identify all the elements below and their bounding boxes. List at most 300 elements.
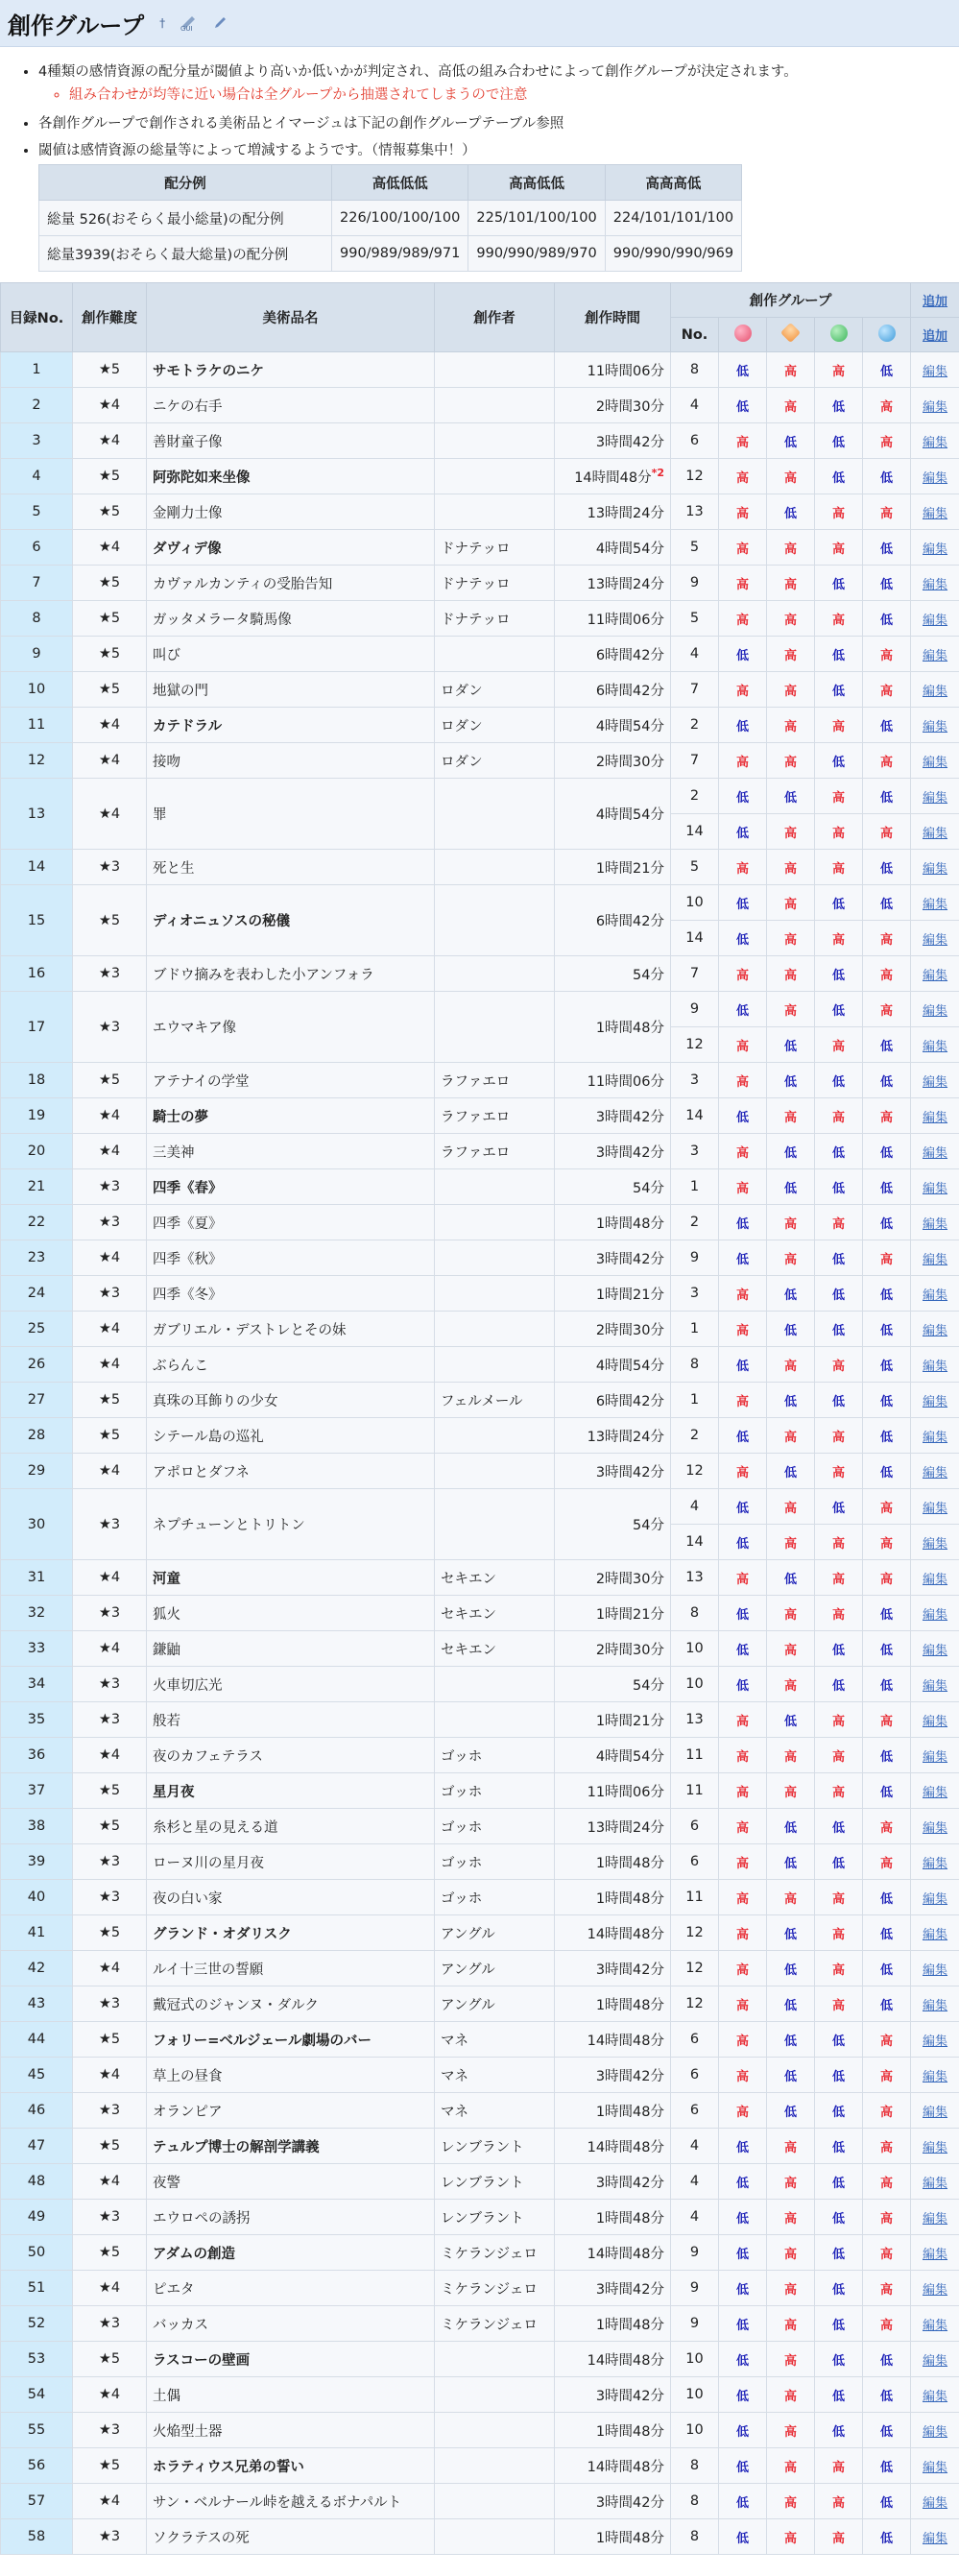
row-time: 4時間54分 bbox=[555, 779, 671, 850]
table-row bbox=[1, 2519, 959, 2555]
edit-link-label[interactable]: 編集 bbox=[923, 1820, 948, 1836]
edit-link-label[interactable]: 編集 bbox=[923, 2069, 948, 2084]
low-value: 低 bbox=[815, 2306, 863, 2342]
edit-link-label[interactable]: 編集 bbox=[923, 861, 948, 877]
row-artist bbox=[435, 459, 555, 494]
edit-link-label[interactable]: 編集 bbox=[923, 2424, 948, 2440]
low-value: 低 bbox=[863, 1454, 911, 1489]
row-name: オランピア bbox=[147, 2093, 435, 2129]
low-value: 低 bbox=[863, 1063, 911, 1098]
edit-link-label[interactable]: 編集 bbox=[923, 542, 948, 557]
edit-link-label[interactable]: 編集 bbox=[923, 2034, 948, 2049]
edit-link[interactable] bbox=[911, 2235, 959, 2271]
edit-link-label[interactable]: 編集 bbox=[923, 1394, 948, 1409]
edit-link[interactable] bbox=[911, 601, 959, 637]
edit-link-label[interactable]: 編集 bbox=[923, 755, 948, 770]
row-difficulty: ★4 bbox=[73, 1738, 147, 1773]
edit-link[interactable] bbox=[911, 1383, 959, 1418]
high-value: 高 bbox=[863, 1489, 911, 1525]
edit-link-label[interactable]: 編集 bbox=[923, 1962, 948, 1978]
row-no: 54 bbox=[1, 2377, 73, 2413]
edit-link[interactable] bbox=[911, 1454, 959, 1489]
row-time: 54分 bbox=[555, 1489, 671, 1560]
row-no: 41 bbox=[1, 1915, 73, 1951]
high-value: 高 bbox=[815, 1915, 863, 1951]
low-value: 低 bbox=[719, 2448, 767, 2484]
row-difficulty: ★4 bbox=[73, 388, 147, 423]
row-difficulty: ★4 bbox=[73, 1951, 147, 1986]
table-row bbox=[1, 956, 959, 992]
high-value: 高 bbox=[719, 1915, 767, 1951]
edit-link[interactable] bbox=[911, 1418, 959, 1454]
edit-link[interactable] bbox=[911, 779, 959, 814]
table-row bbox=[1, 459, 959, 494]
edit-link-label[interactable]: 編集 bbox=[923, 2353, 948, 2369]
header-artist: 創作者 bbox=[435, 283, 555, 352]
edit-link[interactable] bbox=[911, 2164, 959, 2200]
row-difficulty: ★4 bbox=[73, 2271, 147, 2306]
edit-link-label[interactable]: 編集 bbox=[923, 968, 948, 983]
row-difficulty: ★4 bbox=[73, 1631, 147, 1667]
edit-link-label[interactable]: 編集 bbox=[923, 2105, 948, 2120]
edit-link[interactable] bbox=[911, 1844, 959, 1880]
low-value: 低 bbox=[719, 1489, 767, 1525]
edit-link-label[interactable]: 編集 bbox=[923, 2247, 948, 2262]
edit-link-label[interactable]: 編集 bbox=[923, 1216, 948, 1232]
edit-link-label[interactable]: 編集 bbox=[923, 2389, 948, 2404]
high-value: 高 bbox=[767, 2342, 815, 2377]
row-artist: アングル bbox=[435, 1986, 555, 2022]
row-artist: ドナテッロ bbox=[435, 566, 555, 601]
row-difficulty: ★5 bbox=[73, 637, 147, 672]
high-value: 高 bbox=[815, 601, 863, 637]
high-value: 高 bbox=[863, 2271, 911, 2306]
edit-link-label[interactable]: 編集 bbox=[923, 399, 948, 415]
row-no: 29 bbox=[1, 1454, 73, 1489]
table-row bbox=[1, 1915, 959, 1951]
edit-link[interactable] bbox=[911, 1560, 959, 1596]
table-row bbox=[1, 388, 959, 423]
edit-link-label[interactable]: 編集 bbox=[923, 897, 948, 912]
edit-link[interactable] bbox=[911, 423, 959, 459]
table-row bbox=[1, 2022, 959, 2058]
edit-link-label[interactable]: 編集 bbox=[923, 1288, 948, 1303]
edit-link[interactable] bbox=[911, 814, 959, 850]
low-value: 低 bbox=[863, 352, 911, 388]
row-artist bbox=[435, 494, 555, 530]
row-no: 44 bbox=[1, 2022, 73, 2058]
edit-link[interactable] bbox=[911, 1738, 959, 1773]
group-no: 3 bbox=[671, 1134, 719, 1169]
low-value: 低 bbox=[767, 1809, 815, 1844]
edit-link-label[interactable]: 編集 bbox=[923, 577, 948, 592]
edit-link-label[interactable]: 編集 bbox=[923, 435, 948, 450]
edit-link[interactable] bbox=[911, 743, 959, 779]
edit-link-label[interactable]: 編集 bbox=[923, 1145, 948, 1161]
edit-link-label[interactable]: 編集 bbox=[923, 1465, 948, 1481]
low-value: 低 bbox=[719, 814, 767, 850]
edit-link-label[interactable]: 編集 bbox=[923, 2211, 948, 2227]
row-artist bbox=[435, 1454, 555, 1489]
edit-link[interactable] bbox=[911, 2129, 959, 2164]
edit-link[interactable] bbox=[911, 1702, 959, 1738]
edit-link[interactable] bbox=[911, 352, 959, 388]
row-artist bbox=[435, 1169, 555, 1205]
high-value: 高 bbox=[815, 1027, 863, 1063]
row-difficulty: ★5 bbox=[73, 1809, 147, 1844]
low-value: 低 bbox=[719, 1418, 767, 1454]
edit-link[interactable] bbox=[911, 1631, 959, 1667]
edit-link[interactable] bbox=[911, 566, 959, 601]
edit-link[interactable] bbox=[911, 850, 959, 885]
edit-link[interactable] bbox=[911, 2306, 959, 2342]
row-artist bbox=[435, 2448, 555, 2484]
group-no: 6 bbox=[671, 2058, 719, 2093]
edit-link[interactable] bbox=[911, 2271, 959, 2306]
edit-link-label[interactable]: 編集 bbox=[923, 1359, 948, 1374]
table-row bbox=[1, 1276, 959, 1312]
low-value: 低 bbox=[767, 1312, 815, 1347]
row-no: 9 bbox=[1, 637, 73, 672]
low-value: 低 bbox=[863, 1986, 911, 2022]
edit-link[interactable] bbox=[911, 1525, 959, 1560]
low-value: 低 bbox=[863, 1880, 911, 1915]
edit-link[interactable] bbox=[911, 1169, 959, 1205]
low-value: 低 bbox=[815, 2058, 863, 2093]
edit-link[interactable] bbox=[911, 1240, 959, 1276]
edit-link-label[interactable]: 編集 bbox=[923, 1536, 948, 1552]
row-name: ピエタ bbox=[147, 2271, 435, 2306]
low-value: 低 bbox=[863, 1596, 911, 1631]
low-value: 低 bbox=[863, 459, 911, 494]
edit-link[interactable] bbox=[911, 1667, 959, 1702]
group-no: 12 bbox=[671, 1915, 719, 1951]
low-value: 低 bbox=[767, 1383, 815, 1418]
row-artist: ロダン bbox=[435, 743, 555, 779]
row-artist bbox=[435, 779, 555, 850]
edit-link-label[interactable]: 編集 bbox=[923, 1252, 948, 1267]
row-no: 15 bbox=[1, 885, 73, 956]
high-value: 高 bbox=[767, 921, 815, 956]
group-no: 8 bbox=[671, 2519, 719, 2555]
row-difficulty: ★4 bbox=[73, 779, 147, 850]
row-artist bbox=[435, 1240, 555, 1276]
row-time: 1時間48分 bbox=[555, 1986, 671, 2022]
edit-link-label[interactable]: 編集 bbox=[923, 1430, 948, 1445]
table-row bbox=[1, 2093, 959, 2129]
high-value: 高 bbox=[863, 423, 911, 459]
footnote-link[interactable]: *2 bbox=[651, 466, 664, 479]
table-row bbox=[1, 1454, 959, 1489]
low-value: 低 bbox=[863, 1915, 911, 1951]
high-value: 高 bbox=[719, 1454, 767, 1489]
table-row bbox=[1, 1844, 959, 1880]
edit-link-label[interactable]: 編集 bbox=[923, 2495, 948, 2511]
group-no: 14 bbox=[671, 814, 719, 850]
edit-link-label[interactable]: 編集 bbox=[923, 1678, 948, 1694]
high-value: 高 bbox=[815, 2448, 863, 2484]
edit-link[interactable] bbox=[911, 2342, 959, 2377]
edit-link-label[interactable]: 編集 bbox=[923, 470, 948, 486]
row-name: カテドラル bbox=[147, 708, 435, 743]
row-time: 13時間24分 bbox=[555, 1418, 671, 1454]
edit-link-label[interactable]: 編集 bbox=[923, 1749, 948, 1765]
table-row bbox=[1, 2342, 959, 2377]
row-no: 10 bbox=[1, 672, 73, 708]
edit-link[interactable] bbox=[911, 2200, 959, 2235]
low-value: 低 bbox=[863, 2484, 911, 2519]
high-value: 高 bbox=[815, 1098, 863, 1134]
add-column-link[interactable]: 追加 bbox=[911, 283, 959, 318]
row-difficulty: ★4 bbox=[73, 1312, 147, 1347]
row-difficulty: ★4 bbox=[73, 2164, 147, 2200]
row-name: 四季《秋》 bbox=[147, 1240, 435, 1276]
header-name: 美術品名 bbox=[147, 283, 435, 352]
edit-link-label[interactable]: 編集 bbox=[923, 1003, 948, 1019]
edit-link[interactable] bbox=[911, 708, 959, 743]
low-value: 低 bbox=[719, 2200, 767, 2235]
table-row bbox=[1, 2164, 959, 2200]
edit-link[interactable] bbox=[911, 2377, 959, 2413]
gui-edit-icon[interactable] bbox=[179, 12, 200, 35]
row-difficulty: ★5 bbox=[73, 1383, 147, 1418]
edit-link[interactable] bbox=[911, 1880, 959, 1915]
row-name: アポロとダフネ bbox=[147, 1454, 435, 1489]
high-value: 高 bbox=[863, 1098, 911, 1134]
header-group-no: No. bbox=[671, 318, 719, 352]
row-artist: ミケランジェロ bbox=[435, 2235, 555, 2271]
edit-link[interactable] bbox=[911, 1063, 959, 1098]
edit-link-label[interactable]: 編集 bbox=[923, 1856, 948, 1871]
edit-link[interactable] bbox=[911, 1596, 959, 1631]
table-row bbox=[1, 423, 959, 459]
high-value: 高 bbox=[815, 494, 863, 530]
row-no: 21 bbox=[1, 1169, 73, 1205]
edit-link-label[interactable]: 編集 bbox=[923, 1607, 948, 1623]
header-time: 創作時間 bbox=[555, 283, 671, 352]
title-bar bbox=[0, 0, 959, 47]
table-row bbox=[1, 1134, 959, 1169]
edit-link[interactable] bbox=[911, 1312, 959, 1347]
edit-link-label[interactable]: 編集 bbox=[923, 1714, 948, 1729]
edit-link-label[interactable]: 編集 bbox=[923, 2282, 948, 2298]
high-value: 高 bbox=[719, 1880, 767, 1915]
edit-link[interactable] bbox=[911, 2484, 959, 2519]
high-value: 高 bbox=[719, 494, 767, 530]
edit-link-label[interactable]: 編集 bbox=[923, 932, 948, 948]
row-time: 6時間42分 bbox=[555, 885, 671, 956]
row-no: 39 bbox=[1, 1844, 73, 1880]
row-name: アダムの創造 bbox=[147, 2235, 435, 2271]
low-value: 低 bbox=[815, 459, 863, 494]
edit-link[interactable] bbox=[911, 637, 959, 672]
edit-link[interactable] bbox=[911, 1276, 959, 1312]
row-difficulty: ★5 bbox=[73, 885, 147, 956]
row-time: 2時間30分 bbox=[555, 1560, 671, 1596]
row-time: 6時間42分 bbox=[555, 1383, 671, 1418]
row-difficulty: ★5 bbox=[73, 2342, 147, 2377]
row-artist: ゴッホ bbox=[435, 1844, 555, 1880]
low-value: 低 bbox=[815, 2129, 863, 2164]
high-value: 高 bbox=[719, 1702, 767, 1738]
edit-link[interactable] bbox=[911, 921, 959, 956]
warning-note: ◦ 組み合わせが均等に近い場合は全グループから抽選されてしまうので注意 bbox=[69, 84, 959, 107]
edit-link-label[interactable]: 編集 bbox=[923, 1110, 948, 1125]
row-artist: アングル bbox=[435, 1915, 555, 1951]
edit-link[interactable] bbox=[911, 1986, 959, 2022]
row-no: 7 bbox=[1, 566, 73, 601]
edit-link-label[interactable]: 編集 bbox=[923, 613, 948, 628]
low-value: 低 bbox=[719, 2484, 767, 2519]
edit-link[interactable] bbox=[911, 1489, 959, 1525]
edit-link[interactable] bbox=[911, 885, 959, 921]
table-row bbox=[1, 2413, 959, 2448]
edit-link-label[interactable]: 編集 bbox=[923, 1572, 948, 1587]
edit-link-label[interactable]: 編集 bbox=[923, 790, 948, 806]
edit-link[interactable] bbox=[911, 2413, 959, 2448]
row-artist bbox=[435, 388, 555, 423]
edit-link[interactable] bbox=[911, 1773, 959, 1809]
row-no: 1 bbox=[1, 352, 73, 388]
table-row bbox=[1, 1773, 959, 1809]
row-artist bbox=[435, 850, 555, 885]
edit-link[interactable] bbox=[911, 530, 959, 566]
edit-link[interactable] bbox=[911, 1915, 959, 1951]
row-time: 2時間30分 bbox=[555, 1312, 671, 1347]
row-no: 43 bbox=[1, 1986, 73, 2022]
pencil-edit-icon[interactable] bbox=[213, 13, 228, 33]
high-value: 高 bbox=[767, 1738, 815, 1773]
row-difficulty: ★3 bbox=[73, 2093, 147, 2129]
row-no: 50 bbox=[1, 2235, 73, 2271]
low-value: 低 bbox=[767, 1134, 815, 1169]
edit-link[interactable] bbox=[911, 1809, 959, 1844]
table-row bbox=[1, 1347, 959, 1383]
edit-link-label[interactable]: 編集 bbox=[923, 506, 948, 521]
edit-link[interactable] bbox=[911, 1347, 959, 1383]
edit-link-label[interactable]: 編集 bbox=[923, 826, 948, 841]
edit-link[interactable] bbox=[911, 1098, 959, 1134]
row-time: 3時間42分 bbox=[555, 1240, 671, 1276]
row-name: 夜のカフェテラス bbox=[147, 1738, 435, 1773]
table-row bbox=[1, 779, 959, 814]
edit-link-label[interactable]: 編集 bbox=[923, 648, 948, 663]
high-value: 高 bbox=[719, 2093, 767, 2129]
edit-link-label[interactable]: 編集 bbox=[923, 364, 948, 379]
group-no: 9 bbox=[671, 992, 719, 1027]
row-time: 1時間21分 bbox=[555, 1702, 671, 1738]
edit-link[interactable] bbox=[911, 956, 959, 992]
table-row bbox=[1, 2271, 959, 2306]
edit-link-label[interactable]: 編集 bbox=[923, 1039, 948, 1054]
edit-link[interactable] bbox=[911, 2093, 959, 2129]
group-no: 4 bbox=[671, 388, 719, 423]
low-value: 低 bbox=[767, 2058, 815, 2093]
edit-link[interactable] bbox=[911, 1027, 959, 1063]
edit-link[interactable] bbox=[911, 672, 959, 708]
high-value: 高 bbox=[815, 1205, 863, 1240]
row-no: 45 bbox=[1, 2058, 73, 2093]
edit-link[interactable] bbox=[911, 2022, 959, 2058]
edit-link-label[interactable]: 編集 bbox=[923, 2140, 948, 2155]
svg-text:GUI: GUI bbox=[180, 25, 193, 31]
edit-link[interactable] bbox=[911, 1205, 959, 1240]
edit-link-label[interactable]: 編集 bbox=[923, 2318, 948, 2333]
threshold-value: 990/990/990/969 bbox=[605, 236, 741, 272]
group-no: 9 bbox=[671, 2235, 719, 2271]
dagger-link[interactable]: † bbox=[159, 16, 166, 30]
threshold-value: 225/101/100/100 bbox=[468, 201, 605, 236]
table-row bbox=[1, 1667, 959, 1702]
edit-link-label[interactable]: 編集 bbox=[923, 2531, 948, 2546]
low-value: 低 bbox=[719, 1205, 767, 1240]
edit-link[interactable] bbox=[911, 2519, 959, 2555]
high-value: 高 bbox=[767, 388, 815, 423]
table-row bbox=[1, 1418, 959, 1454]
low-value: 低 bbox=[719, 1098, 767, 1134]
edit-link-label[interactable]: 編集 bbox=[923, 1891, 948, 1907]
row-name: ネプチューンとトリトン bbox=[147, 1489, 435, 1560]
edit-link[interactable] bbox=[911, 2448, 959, 2484]
edit-link-label[interactable]: 編集 bbox=[923, 684, 948, 699]
row-time: 54分 bbox=[555, 956, 671, 992]
edit-link[interactable] bbox=[911, 992, 959, 1027]
group-no: 11 bbox=[671, 1773, 719, 1809]
edit-link-label[interactable]: 編集 bbox=[923, 1501, 948, 1516]
edit-link-label[interactable]: 編集 bbox=[923, 2176, 948, 2191]
edit-link-label[interactable]: 編集 bbox=[923, 1998, 948, 2013]
group-no: 10 bbox=[671, 2413, 719, 2448]
high-value: 高 bbox=[863, 956, 911, 992]
low-value: 低 bbox=[815, 2271, 863, 2306]
edit-link-label[interactable]: 編集 bbox=[923, 1785, 948, 1800]
high-value: 高 bbox=[767, 530, 815, 566]
high-value: 高 bbox=[767, 1631, 815, 1667]
row-name: 戴冠式のジャンヌ・ダルク bbox=[147, 1986, 435, 2022]
edit-link-label[interactable]: 編集 bbox=[923, 1323, 948, 1338]
group-no: 11 bbox=[671, 1738, 719, 1773]
edit-link[interactable] bbox=[911, 388, 959, 423]
row-difficulty: ★3 bbox=[73, 1702, 147, 1738]
edit-link[interactable] bbox=[911, 2058, 959, 2093]
row-no: 24 bbox=[1, 1276, 73, 1312]
high-value: 高 bbox=[719, 1773, 767, 1809]
add-row-link[interactable]: 追加 bbox=[911, 318, 959, 352]
row-artist: ゴッホ bbox=[435, 1880, 555, 1915]
group-no: 7 bbox=[671, 956, 719, 992]
edit-link-label[interactable]: 編集 bbox=[923, 2460, 948, 2475]
row-difficulty: ★3 bbox=[73, 2200, 147, 2235]
edit-link[interactable] bbox=[911, 1134, 959, 1169]
high-value: 高 bbox=[863, 388, 911, 423]
edit-link-label[interactable]: 編集 bbox=[923, 1927, 948, 1942]
edit-link[interactable] bbox=[911, 494, 959, 530]
edit-link[interactable] bbox=[911, 1951, 959, 1986]
row-name: ディオニュソスの秘儀 bbox=[147, 885, 435, 956]
edit-link-label[interactable]: 編集 bbox=[923, 1181, 948, 1196]
table-row bbox=[1, 2484, 959, 2519]
edit-link-label[interactable]: 編集 bbox=[923, 1074, 948, 1090]
high-value: 高 bbox=[863, 2129, 911, 2164]
edit-link-label[interactable]: 編集 bbox=[923, 719, 948, 734]
edit-link-label[interactable]: 編集 bbox=[923, 1643, 948, 1658]
row-difficulty: ★5 bbox=[73, 494, 147, 530]
high-value: 高 bbox=[863, 2093, 911, 2129]
row-no: 30 bbox=[1, 1489, 73, 1560]
edit-link[interactable] bbox=[911, 459, 959, 494]
row-time: 11時間06分 bbox=[555, 1063, 671, 1098]
header-group: 創作グループ bbox=[671, 283, 911, 318]
